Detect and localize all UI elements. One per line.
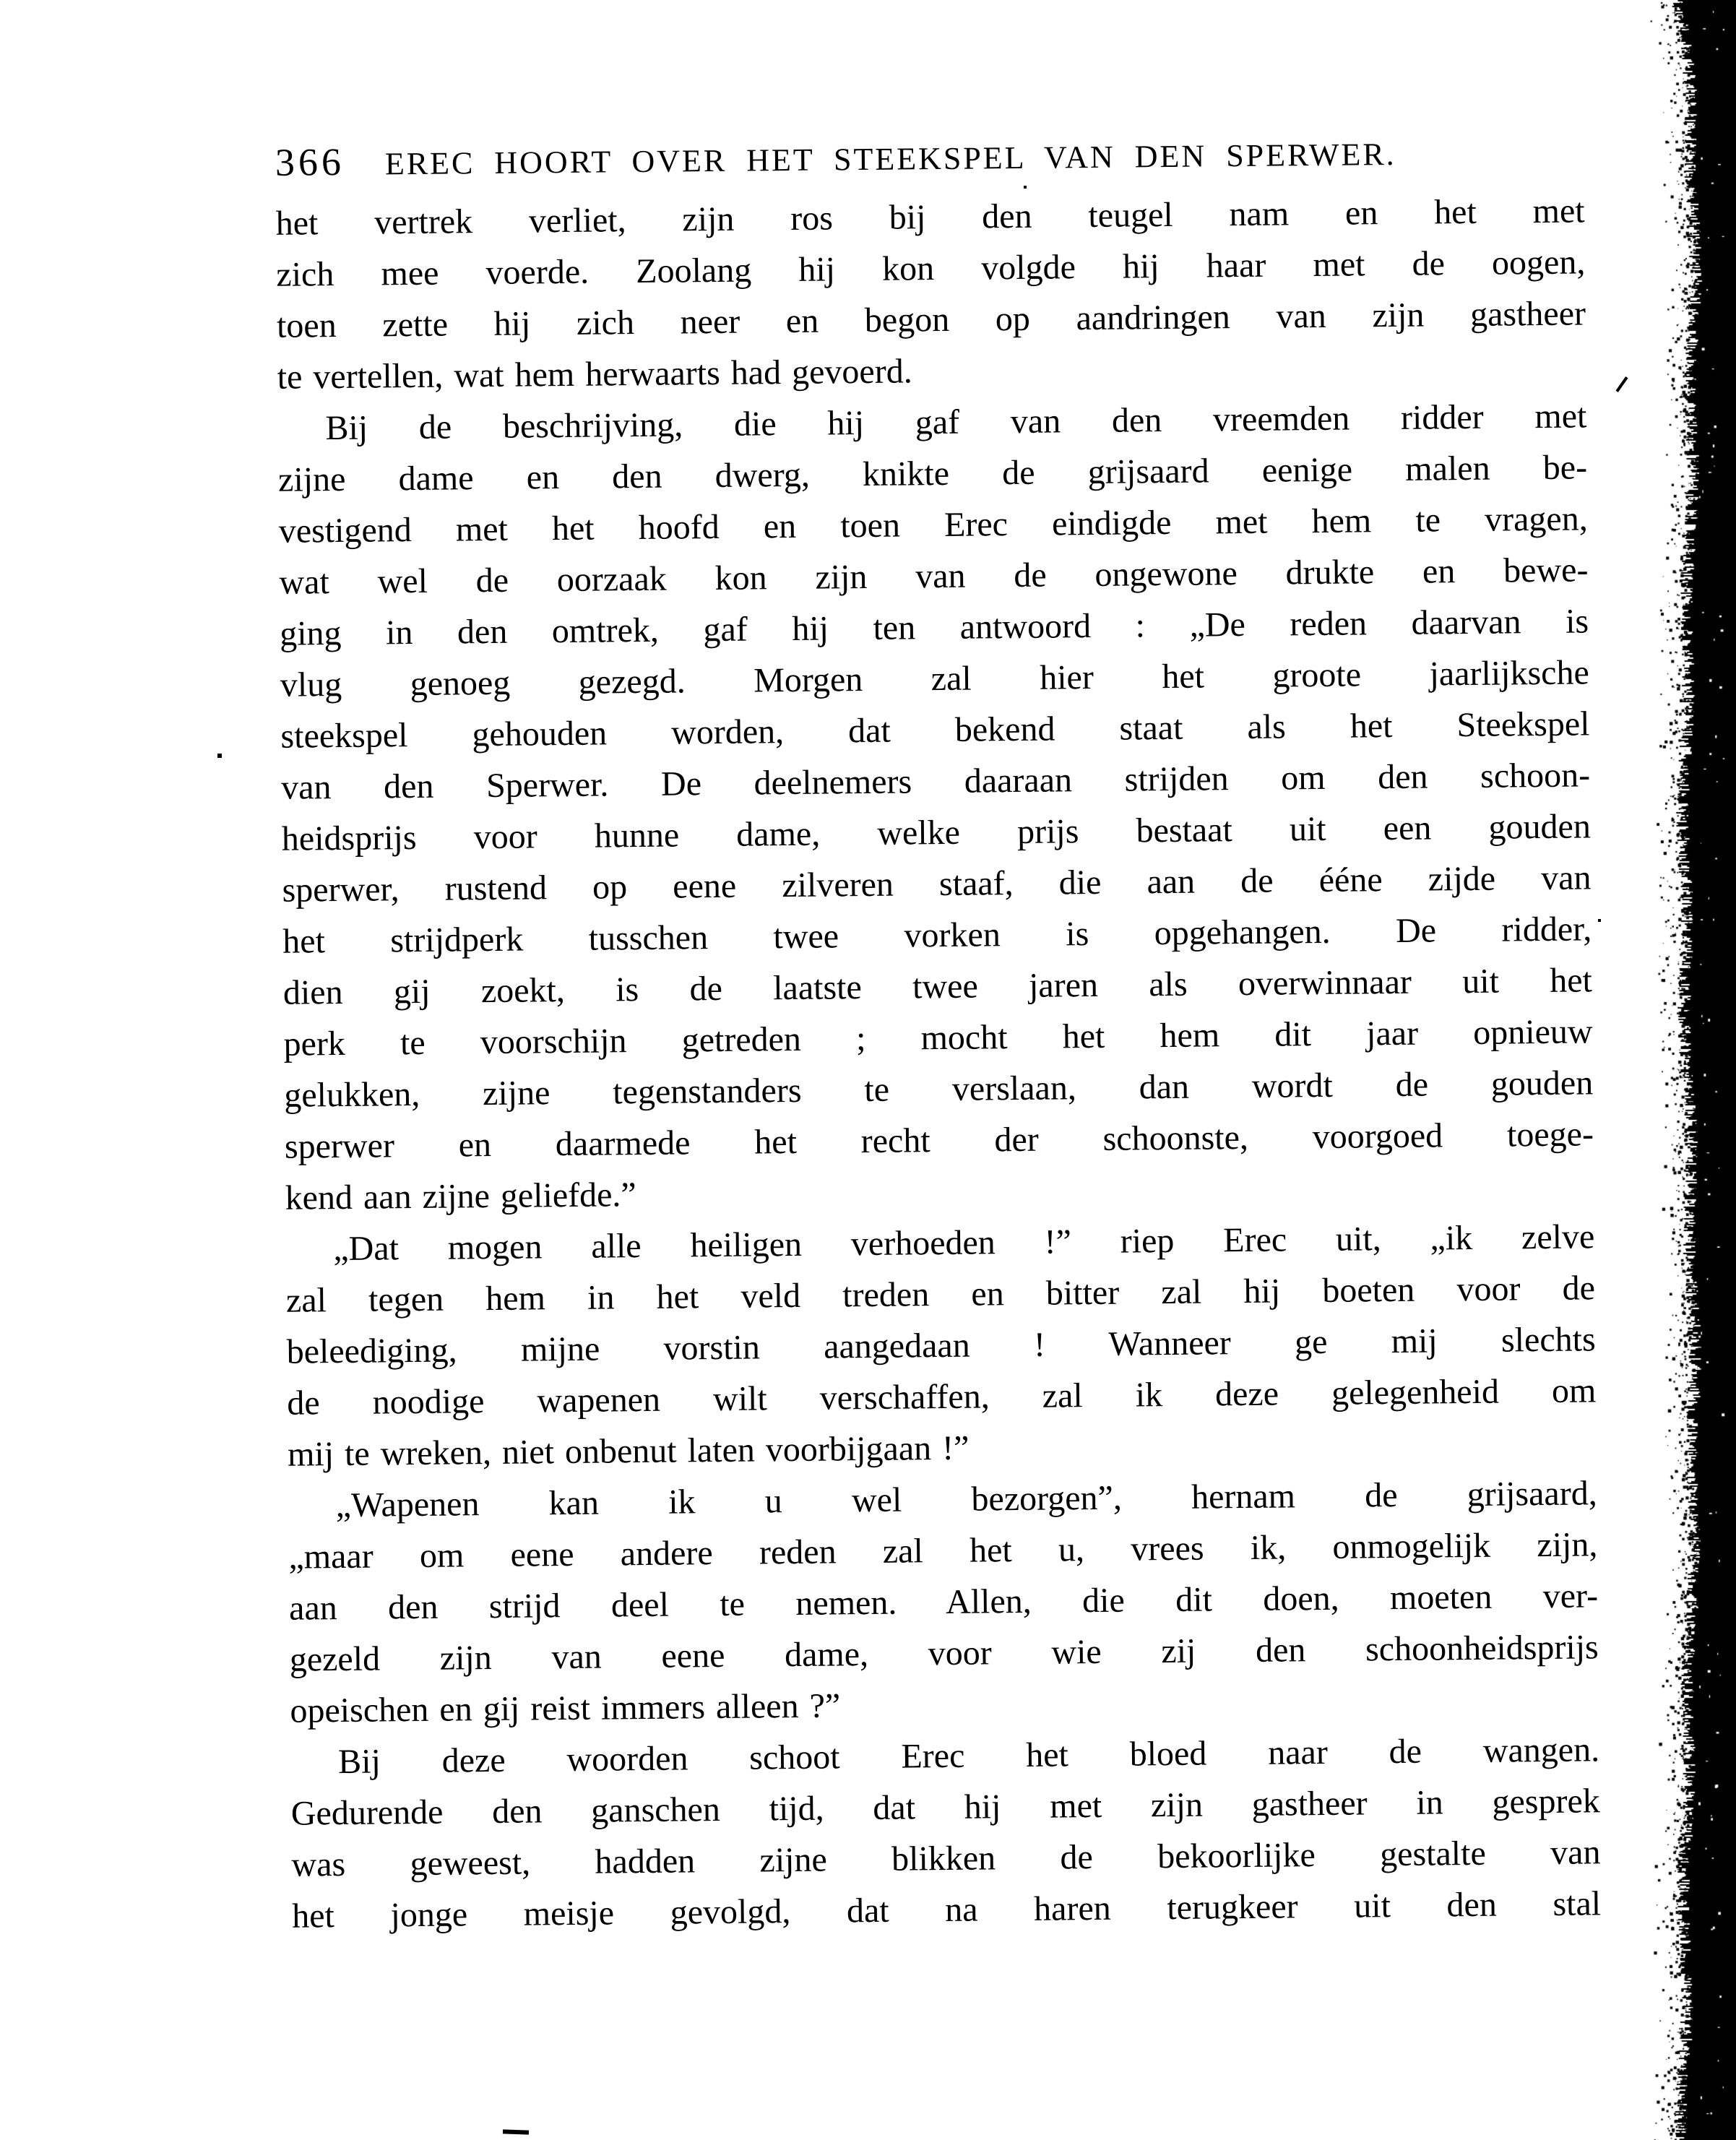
running-header xyxy=(275,129,1396,185)
text-line: mij te wreken, niet onbenut laten voorbijgaan !” xyxy=(287,1428,970,1474)
text-line: het strijdperk tusschen twee vorken is opgehangen. De ridder, xyxy=(282,910,1592,961)
text-line: Bij de beschrijving, die hij gaf van den vreemden ridder met xyxy=(325,397,1587,448)
text-line: het jonge meisje gevolgd, dat na haren terugkeer uit den stal xyxy=(291,1884,1602,1936)
text-line: gezeld zijn van eene dame, voor wie zij den schoonheidsprijs xyxy=(289,1628,1599,1679)
text-line: „Dat mogen alle heiligen verhoeden !” riep Erec uit, „ik zelve xyxy=(333,1217,1595,1269)
text-line: het vertrek verliet, zijn ros bij den teugel nam en het met xyxy=(275,191,1585,243)
text-line: dien gij zoekt, is de laatste twee jaren als overwinnaar uit het xyxy=(282,961,1593,1012)
dust-speck xyxy=(1024,186,1027,189)
text-line: beleediging, mijne vorstin aangedaan ! Wanneer ge mij slechts xyxy=(286,1320,1596,1371)
paragraph xyxy=(288,1467,1599,1736)
text-line: perk te voorschijn getreden ; mocht het hem dit jaar opnieuw xyxy=(283,1012,1593,1063)
text-line: sperwer, rustend op eene zilveren staaf, die aan de ééne zijde van xyxy=(282,858,1592,910)
text-line: de noodige wapenen wilt verschaffen, zal ik deze gelegenheid om xyxy=(287,1371,1597,1423)
dust-speck xyxy=(217,754,222,758)
text-line: van den Sperwer. De deelnemers daaraan strijden om den schoon- xyxy=(280,756,1591,807)
text-block xyxy=(275,185,1601,1941)
text-line: zijne dame en den dwerg, knikte de grijsaard eenige malen be- xyxy=(277,448,1588,499)
text-line: zal tegen hem in het veld treden en bitter zal hij boeten voor de xyxy=(285,1269,1596,1320)
text-line: steekspel gehouden worden, dat bekend staat als het Steekspel xyxy=(280,704,1590,756)
chapter-header-title: EREC HOORT OVER HET STEEKSPEL VAN DEN SPERWER. xyxy=(384,136,1396,182)
text-line: toen zette hij zich neer en begon op aandringen van zijn gastheer xyxy=(276,294,1586,345)
paragraph xyxy=(290,1724,1602,1941)
dust-speck xyxy=(1598,919,1601,922)
text-line: heidsprijs voor hunne dame, welke prijs bestaat uit een gouden xyxy=(281,807,1592,858)
text-line: gelukken, zijne tegenstanders te verslaan, dan wordt de gouden xyxy=(284,1063,1594,1115)
text-line: kend aan zijne geliefde.” xyxy=(285,1175,636,1217)
text-line: zich mee voerde. Zoolang hij kon volgde hij haar met de oogen, xyxy=(276,243,1586,294)
dust-speck xyxy=(503,2129,529,2134)
paragraph xyxy=(277,390,1594,1223)
paragraph xyxy=(275,185,1586,402)
text-line: Bij deze woorden schoot Erec het bloed naar de wangen. xyxy=(337,1730,1600,1782)
text-line: was geweest, hadden zijne blikken de bekoorlijke gestalte van xyxy=(291,1833,1601,1884)
text-line: wat wel de oorzaak kon zijn van de ongewone drukte en bewe- xyxy=(279,551,1589,602)
text-line: „maar om eene andere reden zal het u, vrees ik, onmogelijk zijn, xyxy=(288,1525,1598,1576)
text-line: „Wapenen kan ik u wel bezorgen”, hernam de grijsaard, xyxy=(335,1474,1597,1525)
text-line: opeischen en gij reist immers alleen ?” xyxy=(290,1686,841,1730)
text-line: aan den strijd deel te nemen. Allen, die dit doen, moeten ver- xyxy=(288,1576,1599,1628)
text-line: sperwer en daarmede het recht der schoonste, voorgoed toege- xyxy=(284,1115,1594,1166)
paragraph xyxy=(285,1211,1597,1480)
text-line: te vertellen, wat hem herwaarts had gevoerd. xyxy=(277,352,912,397)
page-number: 366 xyxy=(275,139,345,184)
text-line: ging in den omtrek, gaf hij ten antwoord : „De reden daarvan is xyxy=(279,602,1589,653)
text-line: vlug genoeg gezegd. Morgen zal hier het groote jaarlijksche xyxy=(280,653,1590,704)
text-line: vestigend met het hoofd en toen Erec eindigde met hem te vragen, xyxy=(278,499,1588,551)
scan-gutter-shadow xyxy=(1642,0,1736,2140)
text-line: Gedurende den ganschen tijd, dat hij met zijn gastheer in gesprek xyxy=(290,1782,1601,1833)
